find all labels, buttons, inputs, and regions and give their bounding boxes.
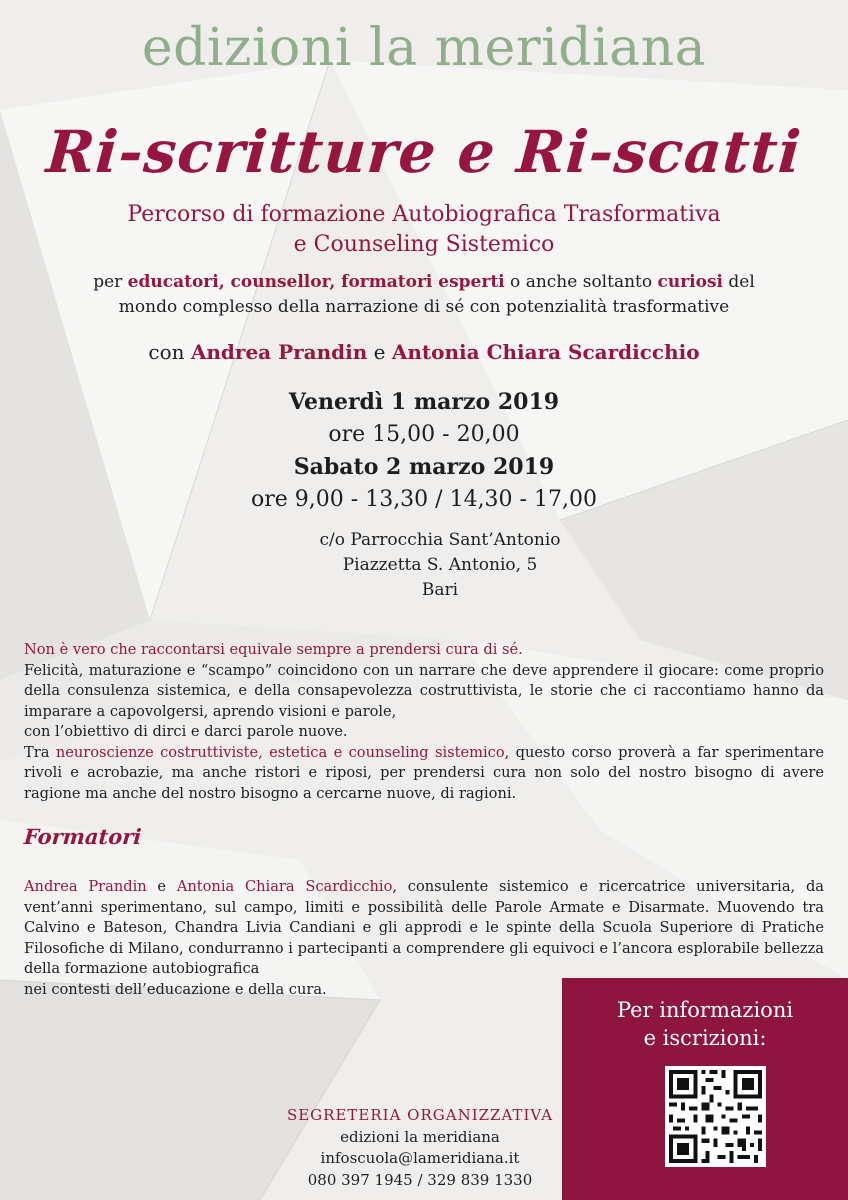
info-line-2: e iscrizioni:: [643, 1026, 767, 1050]
formatori-heading: Formatori: [23, 824, 143, 849]
subtitle-line-2: e Counseling Sistemico: [293, 232, 555, 257]
qr-code[interactable]: [665, 1066, 766, 1167]
venue-address: [300, 528, 580, 603]
bio-trainer-1: Andrea Prandin: [24, 878, 147, 895]
schedule-day-2: [0, 451, 848, 484]
bio-text: , consulente sistemico e ricercatrice universitaria, da vent’anni sperimentano, sul campo, limiti e possibilità delle Parole Armate e Disarmate. Muovendo tra Calvino e Bateson, Chandra Livia Candiani e gli approdi e le spinte della Scuola Superiore di Pratiche Filosofiche di Milano, condurranno i partecipanti a comprendere gli equivoci e l’ancora esplorabile bellezza della formazione autobiografica: [24, 878, 824, 977]
description-paragraph-1: Felicità, maturazione e “scampo” coincidono con un narrare che deve apprendere il giocare: come proprio della consulenza sistemica, e della consapevolezza costruttivista, le storie che ci raccontiamo hanno da imparare a capovolgersi, aprendo visioni e parole,: [24, 661, 824, 720]
secretariat-phones: 080 397 1945 / 329 839 1330: [307, 1170, 533, 1189]
venue-line-1: c/o Parrocchia Sant’Antonio: [319, 530, 561, 550]
bio-last-line: nei contesti dell’educazione e della cura.: [24, 980, 327, 998]
publisher-brand: edizioni la meridiana: [141, 18, 707, 78]
schedule: [0, 386, 848, 516]
bio-trainer-2: Antonia Chiara Scardicchio: [176, 878, 393, 895]
schedule-day-2-hours: ore 9,00 - 13,30 / 14,30 - 17,00: [251, 487, 597, 512]
secretariat-email[interactable]: infoscuola@lameridiana.it: [320, 1149, 520, 1167]
trainer-name-2: Antonia Chiara Scardicchio: [391, 340, 700, 364]
p2-rest: , questo corso proverà a far sperimentare rivoli e acrobazie, ma anche ristori e riposi, per prendersi cura non solo del nostro bisogno di avere ragione ma anche del nostro bisogno a cercarne nuove, di ragioni.: [24, 743, 825, 802]
target-audience: [0, 270, 848, 320]
course-subtitle: [0, 200, 848, 260]
audience-highlight-professionals: educatori, counsellor, formatori esperti: [127, 272, 505, 292]
schedule-day-1-hours: ore 15,00 - 20,00: [328, 422, 520, 447]
trainer-name-1: Andrea Prandin: [190, 340, 368, 364]
description-paragraph-1b: con l’obiettivo di dirci e darci parole nuove.: [24, 723, 348, 740]
audience-line-2: mondo complesso della narrazione di sé con potenzialità trasformative: [118, 297, 730, 317]
trainers-con: con: [148, 340, 191, 364]
secretariat-label: SEGRETERIA ORGANIZZATIVA: [286, 1106, 554, 1124]
venue-line-3: Bari: [421, 580, 459, 600]
p2-prefix: Tra: [24, 743, 56, 761]
secretariat-name: edizioni la meridiana: [340, 1127, 500, 1146]
venue-line-2: Piazzetta S. Antonio, 5: [342, 555, 538, 575]
audience-suffix: del: [723, 272, 755, 292]
course-title: Ri-scritture e Ri-scatti: [44, 118, 804, 186]
audience-middle: o anche soltanto: [504, 272, 658, 292]
audience-highlight-curious: curiosi: [657, 272, 723, 292]
course-description: [24, 640, 824, 804]
bio-paragraph: [24, 877, 824, 980]
audience-prefix: per: [93, 272, 128, 292]
trainers-and: e: [367, 340, 392, 364]
description-lead: Non è vero che raccontarsi equivale sempre a prendersi cura di sé.: [24, 641, 523, 658]
audience-line-1: [0, 270, 848, 295]
info-title: [562, 996, 848, 1052]
description-paragraph-2: [24, 743, 824, 805]
day-1-date: Venerdì 1 marzo 2019: [288, 389, 560, 415]
secretariat-contacts: [270, 1105, 570, 1191]
bio-and: e: [146, 878, 177, 895]
day-2-date: Sabato 2 marzo 2019: [293, 454, 555, 480]
info-line-1: Per informazioni: [616, 998, 794, 1022]
trainers-line: [0, 340, 848, 364]
p2-highlight: neuroscienze costruttiviste, estetica e counseling sistemico: [55, 743, 505, 761]
schedule-day-1: [0, 386, 848, 419]
subtitle-line-1: Percorso di formazione Autobiografica Trasformativa: [127, 202, 721, 227]
